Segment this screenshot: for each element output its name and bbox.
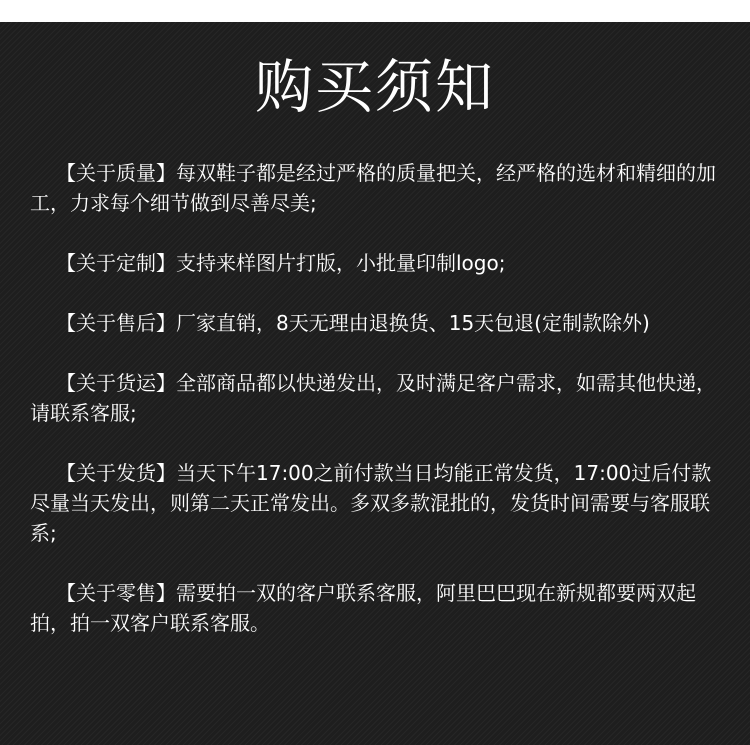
section-retail <box>30 578 720 638</box>
section-after-sales <box>30 308 720 338</box>
page-title: 购买须知 <box>254 53 495 121</box>
section-heading: 【关于货运】 <box>56 371 176 395</box>
section-heading: 【关于售后】 <box>56 311 176 335</box>
section-heading: 【关于质量】 <box>56 161 176 185</box>
section-shipping <box>30 368 720 428</box>
section-text: 当天下午17:00之前付款当日均能正常发货，17:00过后付款尽量当天发出，则第二天正常发出。多双多款混批的，发货时间需要与客服联系; <box>30 461 712 545</box>
section-customization <box>30 248 720 278</box>
section-text: 需要拍一双的客户联系客服，阿里巴巴现在新规都要两双起拍，拍一双客户联系客服。 <box>30 581 696 635</box>
section-heading: 【关于零售】 <box>56 581 176 605</box>
notice-panel <box>0 22 750 745</box>
section-heading: 【关于发货】 <box>56 461 176 485</box>
section-heading: 【关于定制】 <box>56 251 176 275</box>
section-quality <box>30 158 720 218</box>
section-text: 支持来样图片打版，小批量印制logo; <box>176 251 506 275</box>
section-text: 厂家直销，8天无理由退换货、15天包退(定制款除外) <box>176 311 650 335</box>
section-delivery <box>30 458 720 548</box>
section-text: 每双鞋子都是经过严格的质量把关，经严格的选材和精细的加工，力求每个细节做到尽善尽美; <box>30 161 716 215</box>
section-text: 全部商品都以快递发出，及时满足客户需求，如需其他快递，请联系客服; <box>30 371 716 425</box>
